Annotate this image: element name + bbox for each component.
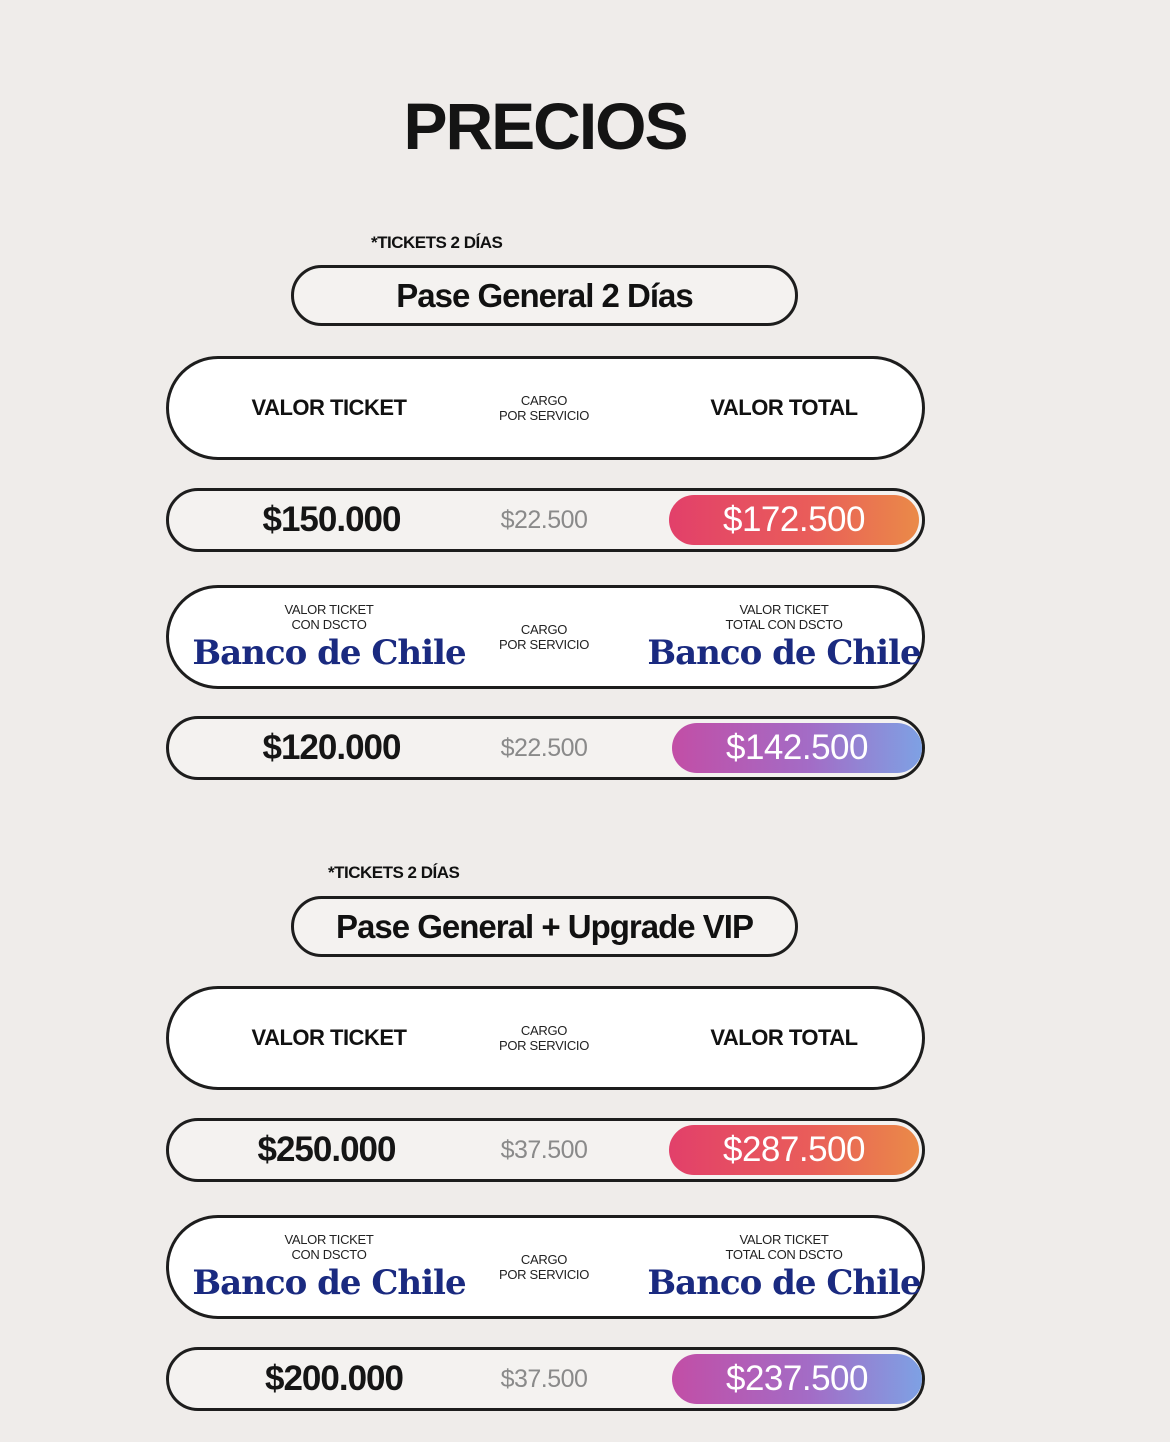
- discount-ticket-price: $120.000: [262, 728, 401, 767]
- regular-price-row: [166, 1118, 925, 1182]
- price-table-header: [166, 356, 925, 460]
- discount-ticket-header-line1: VALOR TICKET: [284, 602, 374, 617]
- total-price-pill: $172.500: [669, 495, 919, 545]
- banco-de-chile-logo: Banco de Chile: [647, 1263, 921, 1303]
- service-fee: $37.500: [500, 1135, 588, 1164]
- service-fee-header-line2: POR SERVICIO: [498, 408, 590, 423]
- discount-ticket-header-line2: CON DSCTO: [291, 617, 367, 632]
- pass-name-badge: Pase General 2 Días: [291, 265, 798, 326]
- discount-price-row: [166, 1347, 925, 1411]
- discount-ticket-header-line1: VALOR TICKET: [284, 1232, 374, 1247]
- bank-discount-header: [166, 585, 925, 689]
- service-fee-header-line2: POR SERVICIO: [498, 1267, 590, 1282]
- service-fee: $22.500: [500, 733, 588, 762]
- regular-price-row: [166, 488, 925, 552]
- discount-total-price-pill: $237.500: [672, 1354, 922, 1404]
- discount-total-price-pill: $142.500: [672, 723, 922, 773]
- section-note: *TICKETS 2 DÍAS: [328, 863, 460, 882]
- page-title: PRECIOS: [403, 89, 687, 163]
- discount-price-row: [166, 716, 925, 780]
- banco-de-chile-logo: Banco de Chile: [192, 633, 466, 673]
- discount-total-header-line1: VALOR TICKET: [739, 602, 829, 617]
- service-fee: $37.500: [500, 1364, 588, 1393]
- service-fee: $22.500: [500, 505, 588, 534]
- total-price-pill: $287.500: [669, 1125, 919, 1175]
- total-value-header: VALOR TOTAL: [710, 1025, 858, 1050]
- discount-ticket-header-line2: CON DSCTO: [291, 1247, 367, 1262]
- price-table-header: [166, 986, 925, 1090]
- ticket-value-header: VALOR TICKET: [251, 1025, 407, 1050]
- ticket-value-header: VALOR TICKET: [251, 395, 407, 420]
- banco-de-chile-logo: Banco de Chile: [647, 633, 921, 673]
- service-fee-header-line2: POR SERVICIO: [498, 637, 590, 652]
- bank-discount-header: [166, 1215, 925, 1319]
- section-note: *TICKETS 2 DÍAS: [371, 233, 503, 252]
- service-fee-header-line1: CARGO: [520, 1023, 568, 1038]
- discount-total-header-line2: TOTAL CON DSCTO: [725, 1247, 843, 1262]
- discount-total-header-line1: VALOR TICKET: [739, 1232, 829, 1247]
- service-fee-header-line1: CARGO: [520, 622, 568, 637]
- ticket-price: $250.000: [257, 1130, 396, 1169]
- banco-de-chile-logo: Banco de Chile: [192, 1263, 466, 1303]
- discount-ticket-price: $200.000: [265, 1359, 403, 1398]
- discount-total-header-line2: TOTAL CON DSCTO: [725, 617, 843, 632]
- total-value-header: VALOR TOTAL: [710, 395, 858, 420]
- service-fee-header-line1: CARGO: [520, 1252, 568, 1267]
- service-fee-header-line2: POR SERVICIO: [498, 1038, 590, 1053]
- service-fee-header-line1: CARGO: [520, 393, 568, 408]
- pass-name-badge: Pase General + Upgrade VIP: [291, 896, 798, 957]
- ticket-price: $150.000: [262, 500, 401, 539]
